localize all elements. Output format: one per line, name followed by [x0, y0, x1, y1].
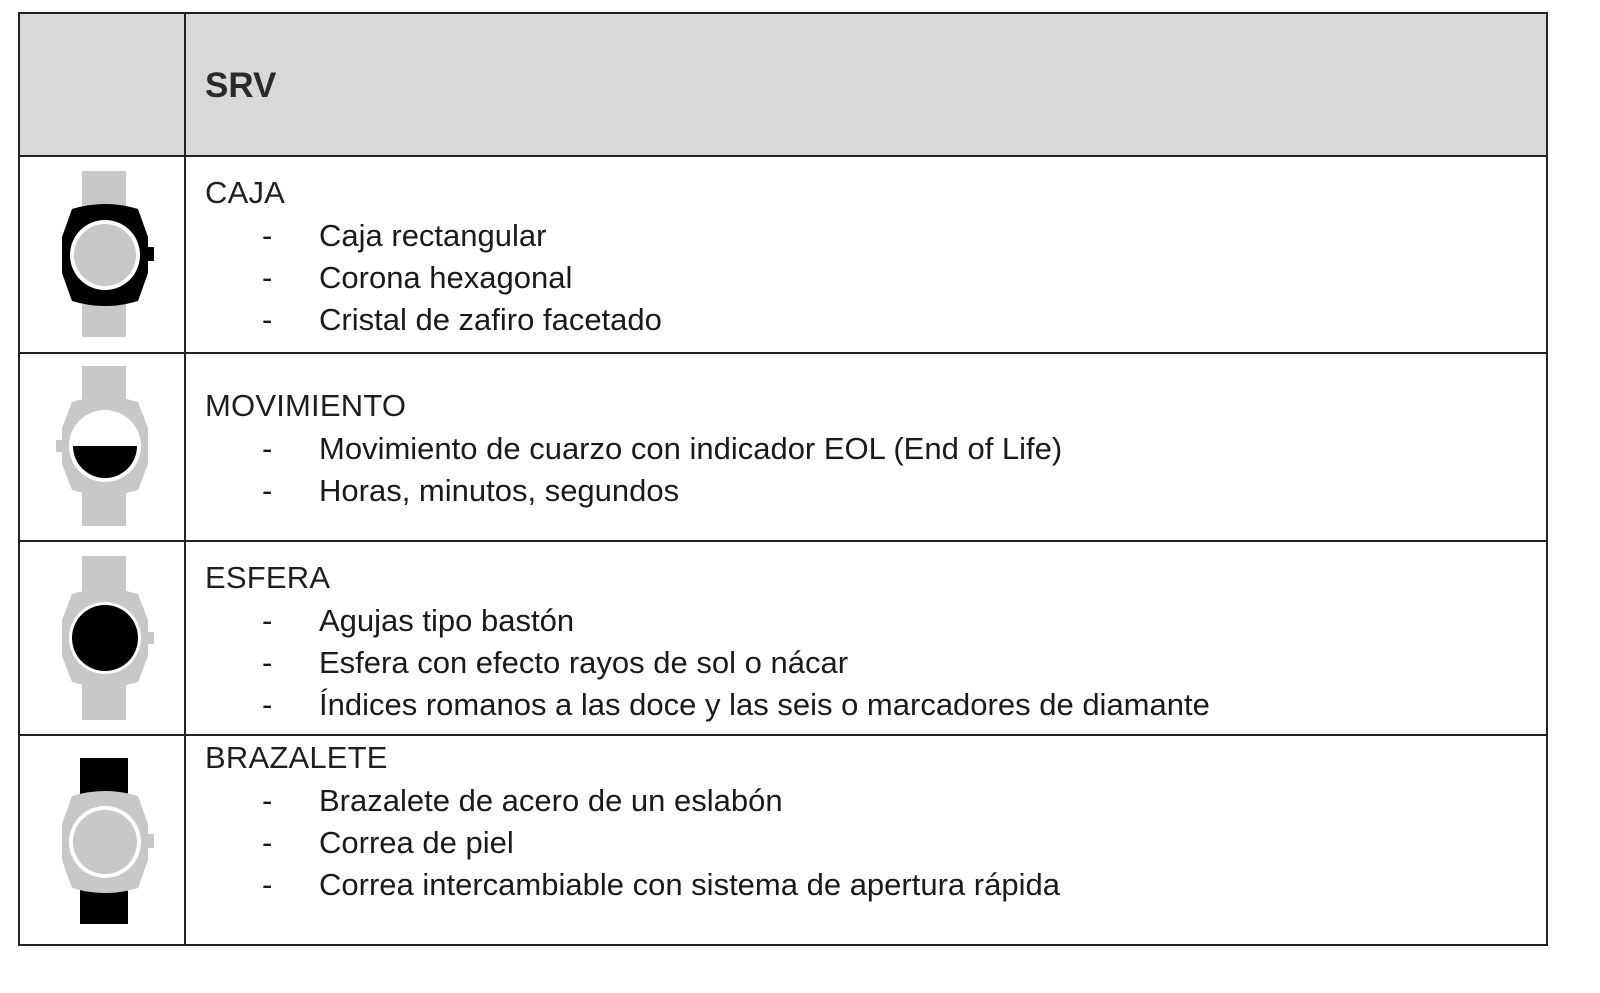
- bullet-dash: -: [262, 645, 273, 680]
- table-title: SRV: [205, 66, 277, 105]
- bullet-dash: -: [262, 431, 273, 466]
- list-item-text: Horas, minutos, segundos: [319, 473, 680, 508]
- icon-cell: [20, 736, 186, 944]
- list-item-text: Caja rectangular: [319, 218, 547, 253]
- table-row-brazalete: [20, 736, 1546, 944]
- list-item-text: Correa intercambiable con sistema de apertura rápida: [319, 867, 1060, 902]
- list-item-text: Correa de piel: [319, 825, 514, 860]
- watch-movement-icon: [50, 364, 160, 528]
- section-title: CAJA: [205, 175, 286, 210]
- watch-bracelet-icon: [50, 756, 160, 926]
- table-row-caja: [20, 157, 1546, 354]
- bullet-dash: -: [262, 218, 273, 253]
- text-cell: [188, 157, 1546, 352]
- watch-case-icon: [50, 169, 160, 339]
- text-cell: [188, 542, 1546, 734]
- bullet-dash: -: [262, 687, 273, 722]
- bullet-dash: -: [262, 473, 273, 508]
- table-row-movimiento: [20, 354, 1546, 542]
- bullet-dash: -: [262, 302, 273, 337]
- bullet-dash: -: [262, 825, 273, 860]
- watch-dial-icon: [50, 554, 160, 722]
- bullet-dash: -: [262, 603, 273, 638]
- feature-table: [18, 12, 1548, 946]
- bullet-dash: -: [262, 260, 273, 295]
- header-icon-cell: [20, 14, 186, 155]
- text-cell: [188, 736, 1546, 944]
- section-title: ESFERA: [205, 560, 331, 595]
- list-item-text: Brazalete de acero de un eslabón: [319, 783, 783, 818]
- section-title: MOVIMIENTO: [205, 388, 407, 423]
- list-item-text: Agujas tipo bastón: [319, 603, 575, 638]
- icon-cell: [20, 157, 186, 352]
- icon-cell: [20, 354, 186, 540]
- text-cell: [188, 354, 1546, 540]
- icon-cell: [20, 542, 186, 734]
- list-item-text: Corona hexagonal: [319, 260, 573, 295]
- header-title-cell: [188, 14, 1546, 155]
- list-item-text: Movimiento de cuarzo con indicador EOL (End of Life): [319, 431, 1063, 466]
- list-item-text: Índices romanos a las doce y las seis o marcadores de diamante: [319, 687, 1210, 722]
- table-row-esfera: [20, 542, 1546, 736]
- section-title: BRAZALETE: [205, 740, 388, 775]
- bullet-dash: -: [262, 783, 273, 818]
- list-item-text: Esfera con efecto rayos de sol o nácar: [319, 645, 849, 680]
- bullet-dash: -: [262, 867, 273, 902]
- table-header-row: [20, 14, 1546, 157]
- list-item-text: Cristal de zafiro facetado: [319, 302, 662, 337]
